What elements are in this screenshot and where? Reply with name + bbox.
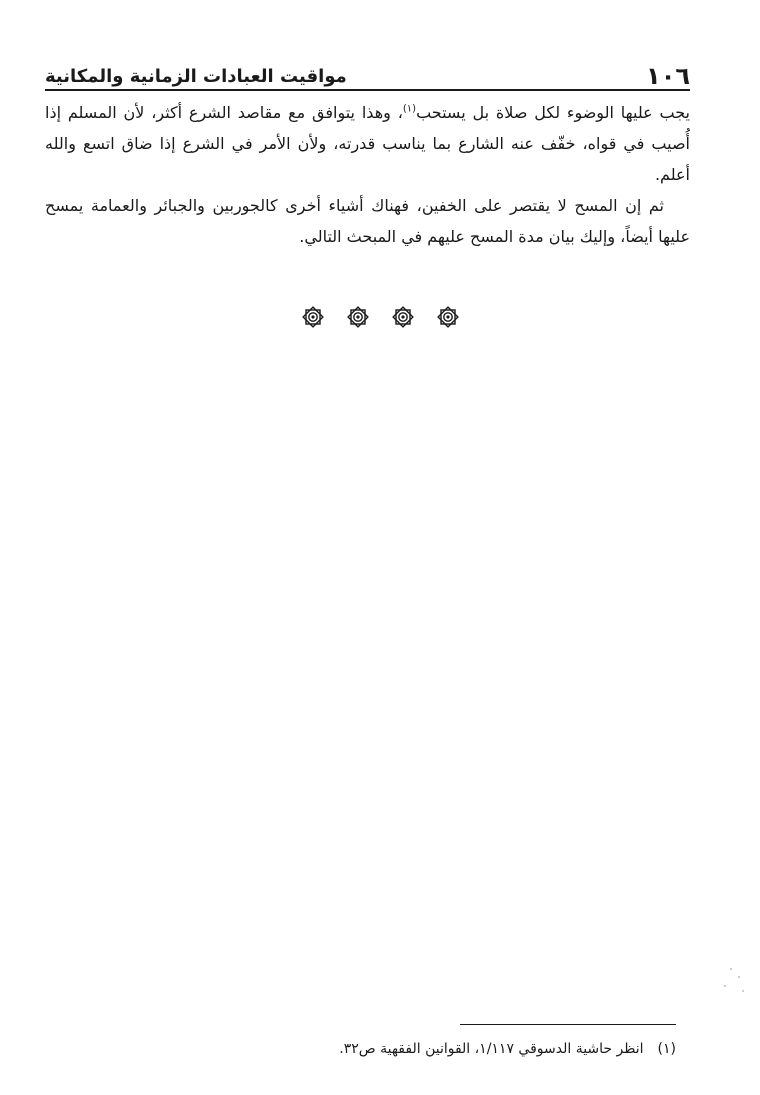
scan-speckle [724, 985, 726, 987]
footnote-divider [460, 1024, 676, 1025]
page-number: ١٠٦ [646, 62, 690, 90]
octagonal-rosette-icon [437, 306, 459, 328]
section-end-ornaments [0, 306, 760, 328]
scan-speckle [738, 976, 740, 978]
scan-speckle [742, 990, 744, 992]
scan-speckle [730, 968, 732, 970]
paragraph-2: ثم إن المسح لا يقتصر على الخفين، فهناك أشياء أخرى كالجوربين والجبائر والعمامة يمسح عليها أيضاً، وإليك بيان مدة المسح عليهم في المبحث التالي. [45, 196, 690, 246]
footnote [339, 1038, 676, 1060]
body-text [45, 97, 690, 252]
octagonal-rosette-icon [347, 306, 369, 328]
footnote-number: (١) [657, 1041, 676, 1057]
paragraph-1-part-1: يجب عليها الوضوء لكل صلاة بل يستحب [416, 103, 690, 122]
octagonal-rosette-icon [392, 306, 414, 328]
footnote-text: انظر حاشية الدسوقي ١/١١٧، القوانين الفقهية ص٣٢. [339, 1041, 644, 1057]
paragraph-1 [45, 97, 690, 190]
octagonal-rosette-icon [302, 306, 324, 328]
header-divider [45, 89, 690, 91]
page-header [45, 56, 690, 90]
footnote-reference: (١) [402, 103, 417, 115]
paragraph-1-part-2: ، وهذا يتوافق مع مقاصد الشرع أكثر، لأن المسلم إذا أُصيب في قواه، خفّف عنه الشارع بما يناسب قدرته، ولأن الأمر في الشرع إذا ضاق اتسع والله أعلم. [45, 103, 690, 184]
running-title: مواقيت العبادات الزمانية والمكانية [45, 66, 347, 87]
